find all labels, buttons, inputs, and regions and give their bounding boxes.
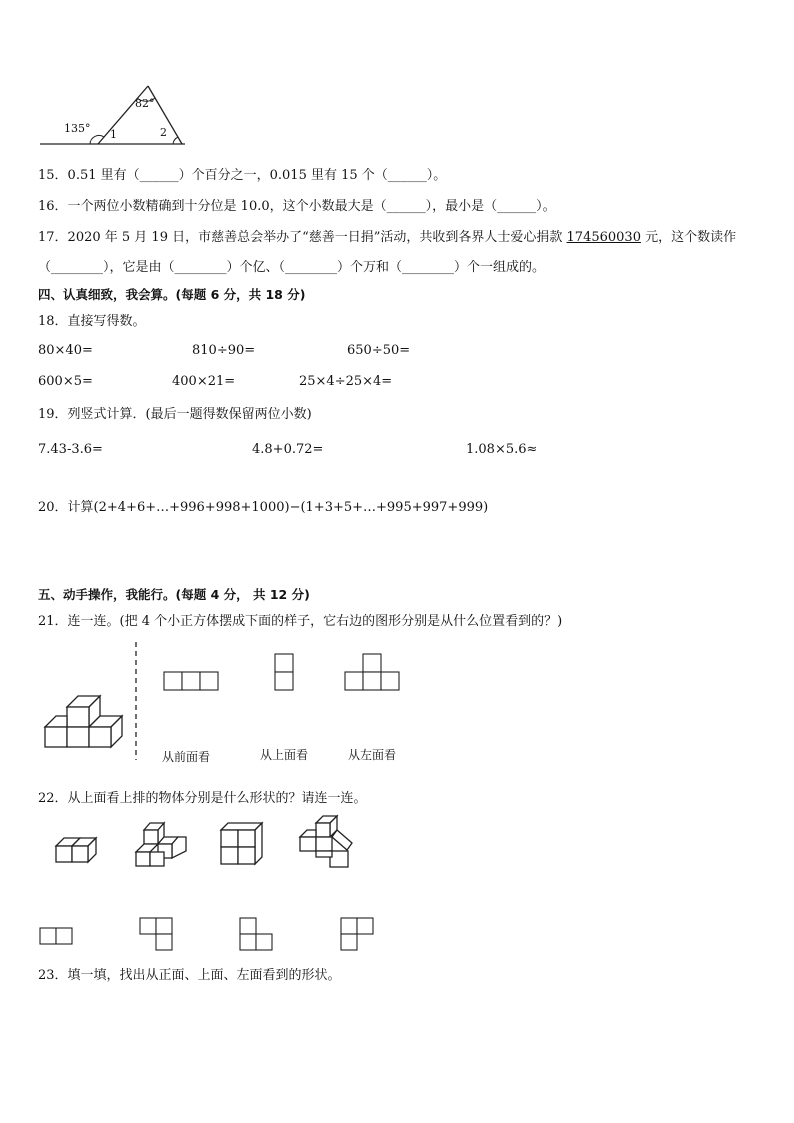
q21-label: 从前面看 — [162, 750, 211, 764]
q22-object-2 — [136, 820, 191, 872]
q17-amount: 174560030 — [566, 230, 641, 245]
question-20: 20．计算(2+4+6+…+996+998+1000)−(1+3+5+…+995+997+999) — [38, 500, 489, 515]
q22-object-4 — [300, 815, 356, 871]
q22-shape-4 — [341, 918, 377, 954]
angle-135-label: 135° — [64, 122, 91, 135]
question-18-title: 18．直接写得数。 — [38, 314, 146, 329]
q18-item: 80×40= — [38, 343, 93, 358]
q18-item: 810÷90= — [192, 343, 256, 358]
triangle-figure — [40, 80, 200, 150]
q21-left-view — [345, 654, 405, 692]
q22-shape-2 — [140, 918, 176, 954]
section-5-title: 五、动手操作，我能行。(每题 4 分， 共 12 分) — [38, 587, 310, 602]
question-23: 23．填一填，找出从正面、上面、左面看到的形状。 — [38, 968, 341, 983]
angle-82-label: 82° — [135, 97, 155, 110]
q21-dashed-divider — [134, 642, 138, 760]
q21-label: 从上面看 — [260, 748, 309, 762]
question-15: 15．0.51 里有（______）个百分之一，0.015 里有 15 个（______）。 — [38, 168, 447, 183]
question-19-title: 19．列竖式计算．(最后一题得数保留两位小数) — [38, 407, 312, 422]
section-4-title: 四、认真细致，我会算。(每题 6 分，共 18 分) — [38, 287, 306, 302]
q22-object-3 — [221, 822, 271, 868]
q17-text-before: 17．2020 年 5 月 19 日，市慈善总会举办了“慈善一日捐”活动，共收到各界人士爱心捐款 — [38, 230, 567, 245]
q21-label: 从左面看 — [348, 748, 397, 762]
question-16: 16．一个两位小数精确到十分位是 10.0，这个小数最大是（______），最小是（______）。 — [38, 199, 556, 214]
q18-item: 600×5= — [38, 374, 93, 389]
angle-1-label: 1 — [110, 128, 117, 141]
q22-shape-1 — [40, 928, 76, 946]
question-21-title: 21．连一连。(把 4 个小正方体摆成下面的样子，它右边的图形分别是从什么位置看到的？) — [38, 614, 563, 629]
question-17-line1 — [38, 229, 736, 247]
question-17-line2: （________），它是由（________）个亿、（________）个万和（________）个一组成的。 — [38, 260, 546, 275]
q19-item: 4.8+0.72= — [252, 442, 324, 457]
q17-text-after: 元，这个数读作 — [640, 230, 737, 245]
q19-item: 7.43-3.6= — [38, 442, 103, 457]
q21-cube-stack — [45, 690, 130, 750]
angle-2-label: 2 — [160, 126, 167, 139]
q21-top-view — [275, 654, 295, 692]
q22-shape-3 — [240, 918, 276, 954]
q18-item: 400×21= — [172, 374, 236, 389]
q18-item: 25×4÷25×4= — [299, 374, 393, 389]
q18-item: 650÷50= — [347, 343, 411, 358]
q19-item: 1.08×5.6≈ — [466, 442, 538, 457]
q21-front-view — [164, 672, 224, 692]
q22-object-1 — [56, 832, 106, 868]
question-22-title: 22．从上面看上排的物体分别是什么形状的？请连一连。 — [38, 791, 367, 806]
